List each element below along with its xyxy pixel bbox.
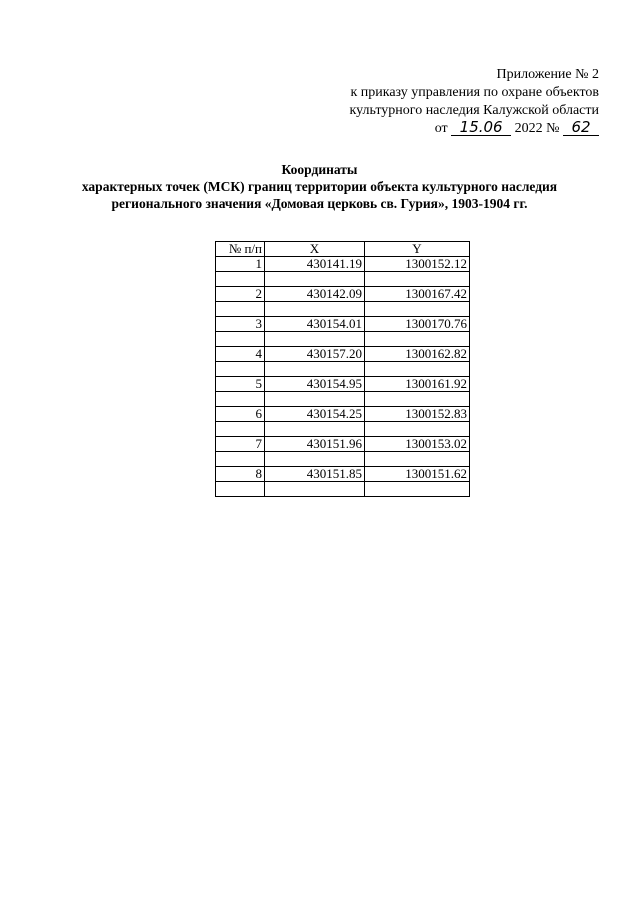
table-header-row bbox=[216, 242, 470, 257]
cell-y-coordinate: 1300167.42 bbox=[365, 287, 470, 302]
cell-y-coordinate: 1300170.76 bbox=[365, 317, 470, 332]
cell-point-number bbox=[216, 392, 265, 407]
cell-y-coordinate bbox=[365, 482, 470, 497]
title-heading: Координаты bbox=[281, 162, 358, 177]
table-row bbox=[216, 392, 470, 407]
cell-point-number bbox=[216, 482, 265, 497]
cell-x-coordinate bbox=[265, 362, 365, 377]
authority-name: культурного наследия Калужской области bbox=[349, 103, 599, 118]
cell-x-coordinate bbox=[265, 482, 365, 497]
cell-y-coordinate bbox=[365, 332, 470, 347]
date-prefix: от bbox=[434, 121, 448, 136]
table-row bbox=[216, 467, 470, 482]
cell-point-number: 2 bbox=[216, 287, 265, 302]
cell-y-coordinate bbox=[365, 362, 470, 377]
cell-x-coordinate bbox=[265, 422, 365, 437]
appendix-number: Приложение № 2 bbox=[496, 67, 599, 82]
cell-point-number bbox=[216, 362, 265, 377]
cell-point-number: 3 bbox=[216, 317, 265, 332]
order-date-line bbox=[350, 120, 599, 138]
table-row bbox=[216, 302, 470, 317]
table-row bbox=[216, 272, 470, 287]
column-header-x: X bbox=[265, 242, 365, 257]
cell-point-number: 5 bbox=[216, 377, 265, 392]
cell-x-coordinate bbox=[265, 302, 365, 317]
cell-point-number: 6 bbox=[216, 407, 265, 422]
cell-x-coordinate: 430154.95 bbox=[265, 377, 365, 392]
cell-x-coordinate: 430154.25 bbox=[265, 407, 365, 422]
order-year: 2022 № bbox=[514, 121, 560, 136]
table-row bbox=[216, 482, 470, 497]
cell-x-coordinate bbox=[265, 452, 365, 467]
cell-y-coordinate bbox=[365, 272, 470, 287]
handwritten-date: 15.06 bbox=[451, 120, 511, 136]
cell-y-coordinate: 1300153.02 bbox=[365, 437, 470, 452]
title-subheading: характерных точек (МСК) границ территории объекта культурного наследия bbox=[81, 179, 558, 194]
cell-x-coordinate bbox=[265, 272, 365, 287]
table-row bbox=[216, 317, 470, 332]
cell-x-coordinate bbox=[265, 332, 365, 347]
cell-y-coordinate bbox=[365, 422, 470, 437]
cell-point-number bbox=[216, 302, 265, 317]
cell-y-coordinate: 1300152.12 bbox=[365, 257, 470, 272]
cell-point-number: 7 bbox=[216, 437, 265, 452]
cell-y-coordinate bbox=[365, 452, 470, 467]
table-row bbox=[216, 257, 470, 272]
table-row bbox=[216, 377, 470, 392]
cell-point-number bbox=[216, 332, 265, 347]
appendix-header bbox=[350, 66, 599, 138]
table-row bbox=[216, 437, 470, 452]
document-title bbox=[0, 161, 639, 212]
cell-y-coordinate: 1300161.92 bbox=[365, 377, 470, 392]
cell-x-coordinate: 430154.01 bbox=[265, 317, 365, 332]
cell-y-coordinate: 1300162.82 bbox=[365, 347, 470, 362]
cell-y-coordinate bbox=[365, 302, 470, 317]
table-body bbox=[216, 257, 470, 497]
handwritten-order-number: 62 bbox=[563, 120, 599, 136]
table-row bbox=[216, 347, 470, 362]
cell-y-coordinate bbox=[365, 392, 470, 407]
cell-point-number: 8 bbox=[216, 467, 265, 482]
table-row bbox=[216, 362, 470, 377]
column-header-y: Y bbox=[365, 242, 470, 257]
cell-point-number bbox=[216, 452, 265, 467]
cell-x-coordinate: 430142.09 bbox=[265, 287, 365, 302]
table-row bbox=[216, 287, 470, 302]
cell-point-number bbox=[216, 422, 265, 437]
cell-x-coordinate: 430141.19 bbox=[265, 257, 365, 272]
table-row bbox=[216, 332, 470, 347]
cell-y-coordinate: 1300152.83 bbox=[365, 407, 470, 422]
table-row bbox=[216, 407, 470, 422]
cell-point-number: 1 bbox=[216, 257, 265, 272]
table-row bbox=[216, 422, 470, 437]
cell-x-coordinate: 430157.20 bbox=[265, 347, 365, 362]
cell-x-coordinate bbox=[265, 392, 365, 407]
order-reference: к приказу управления по охране объектов bbox=[350, 85, 599, 100]
title-object-name: регионального значения «Домовая церковь св. Гурия», 1903-1904 гг. bbox=[111, 196, 528, 211]
cell-point-number bbox=[216, 272, 265, 287]
cell-point-number: 4 bbox=[216, 347, 265, 362]
cell-y-coordinate: 1300151.62 bbox=[365, 467, 470, 482]
cell-x-coordinate: 430151.85 bbox=[265, 467, 365, 482]
coordinates-table bbox=[215, 241, 470, 497]
table-row bbox=[216, 452, 470, 467]
column-header-number: № п/п bbox=[216, 242, 265, 257]
cell-x-coordinate: 430151.96 bbox=[265, 437, 365, 452]
